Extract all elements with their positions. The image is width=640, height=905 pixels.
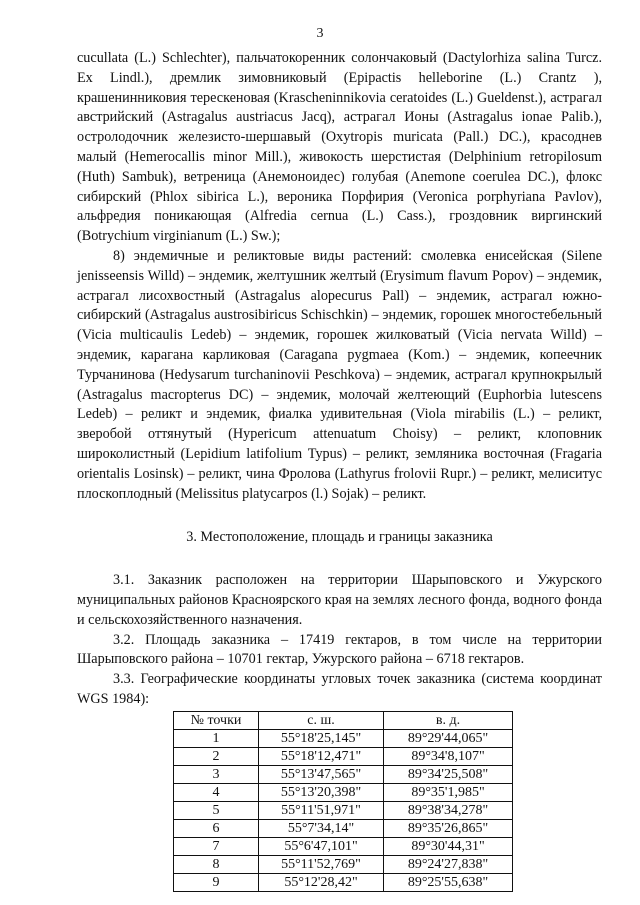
table-row [174,837,513,855]
paragraph-3-2: 3.2. Площадь заказника – 17419 гектаров, в том числе на территории Шарыповского района – 10701 гектар, Ужурского района – 6718 гектаров. [77,631,602,668]
header-point-number: № точки [174,711,259,729]
coordinates-table [173,711,513,892]
cell-longitude: 89°34'8,107" [384,747,513,765]
cell-longitude: 89°34'25,508" [384,765,513,783]
paragraph-species-list: cucullata (L.) Schlechter), пальчатокоренник солончаковый (Dactylorhiza salina Turcz. Ex Lindl.), дремлик зимовниковый (Epipactis helleborine (L.) Crantz ), крашенинниковия терескеновая (Krascheninnikovia ceratoides (L.) Gueldenst.), астрагал австрийский (Astragalus austriacus Jacq), астрагал Ионы (Astragalus ionae Palib.), остролодочник железисто-шершавый (Oxytropis muricata (Pall.) DC.), красоднев малый (Hemerocallis minor Mill.), живокость шерстистая (Delphinium retropilosum (Huth) Sambuk), ветреница (Анемоноидес) голубая (Anemone coerulea DC.), флокс сибирский (Phlox sibirica L.), вероника Порфирия (Veronica porphyriana Pavlov), альфредия поникающая (Alfredia cernua (L.) Cass.), гроздовник виргинский (Botrychium virginianum (L.) Sw.); [77,50,602,245]
cell-longitude: 89°38'34,278" [384,801,513,819]
cell-longitude: 89°24'27,838" [384,855,513,873]
page-number: 3 [316,26,324,41]
cell-latitude: 55°13'20,398" [259,783,384,801]
cell-latitude: 55°11'52,769" [259,855,384,873]
cell-longitude: 89°30'44,31" [384,837,513,855]
cell-latitude: 55°11'51,971" [259,801,384,819]
paragraph-3-3: 3.3. Географические координаты угловых точек заказника (система координат WGS 1984): [77,671,602,707]
cell-longitude: 89°35'1,985" [384,783,513,801]
cell-point-number: 5 [174,801,259,819]
header-latitude: с. ш. [259,711,384,729]
cell-point-number: 1 [174,729,259,747]
table-row [174,747,513,765]
cell-latitude: 55°7'34,14" [259,819,384,837]
table-row [174,729,513,747]
cell-longitude: 89°29'44,065" [384,729,513,747]
header-longitude: в. д. [384,711,513,729]
cell-point-number: 6 [174,819,259,837]
cell-latitude: 55°12'28,42" [259,873,384,891]
cell-latitude: 55°18'25,145" [259,729,384,747]
section-heading: 3. Местоположение, площадь и границы заказника [186,529,493,546]
cell-point-number: 3 [174,765,259,783]
table-header-row [174,711,513,729]
cell-longitude: 89°25'55,638" [384,873,513,891]
cell-point-number: 9 [174,873,259,891]
table-row [174,801,513,819]
cell-point-number: 4 [174,783,259,801]
cell-latitude: 55°18'12,471" [259,747,384,765]
table-row [174,819,513,837]
table-row [174,783,513,801]
table-row [174,855,513,873]
cell-point-number: 7 [174,837,259,855]
cell-point-number: 8 [174,855,259,873]
table-row [174,873,513,891]
cell-latitude: 55°13'47,565" [259,765,384,783]
cell-point-number: 2 [174,747,259,765]
paragraph-endemic-species: 8) эндемичные и реликтовые виды растений: смолевка енисейская (Silene jenisseensis Willd) – эндемик, желтушник желтый (Erysimum flavum Popov) – эндемик, астрагал лисохвостный (Astragalus alopecurus Pall) – эндемик, астрагал южно-сибирский (Astragalus austrosibiricus Schischkin) – эндемик, горошек многостебельный (Vicia multicaulis Ledeb) – эндемик, горошек жилковатый (Vicia nervata Willd) – эндемик, карагана карликовая (Caragana pygmaea (Kom.) – эндемик, копеечник Турчанинова (Hedysarum turchaninovii Peschkova) – эндемик, астрагал крупнокрылый (Astragalus macropterus DC) – эндемик, молочай желтеющий (Euphorbia lutescens Ledeb) – реликт и эндемик, фиалка удивительная (Viola mirabilis (L.) – реликт, зверобой оттянутый (Hypericum attenuatum Choisy) – реликт, клоповник широколистный (Lepidium latifolium Typus) – реликт, земляника восточная (Fragaria orientalis Losinsk) – реликт, чина Фролова (Lathyrus frolovii Rupr.) – реликт, мелиситус плоскоплодный (Melissitus platycarpos (l.) Sojak) – реликт. [77,247,602,502]
cell-longitude: 89°35'26,865" [384,819,513,837]
table-row [174,765,513,783]
cell-latitude: 55°6'47,101" [259,837,384,855]
document-body [77,49,602,892]
paragraph-3-1: 3.1. Заказник расположен на территории Шарыповского и Ужурского муниципальных районов Красноярского края на землях лесного фонда, водного фонда и сельскохозяйственного назначения. [77,572,602,628]
